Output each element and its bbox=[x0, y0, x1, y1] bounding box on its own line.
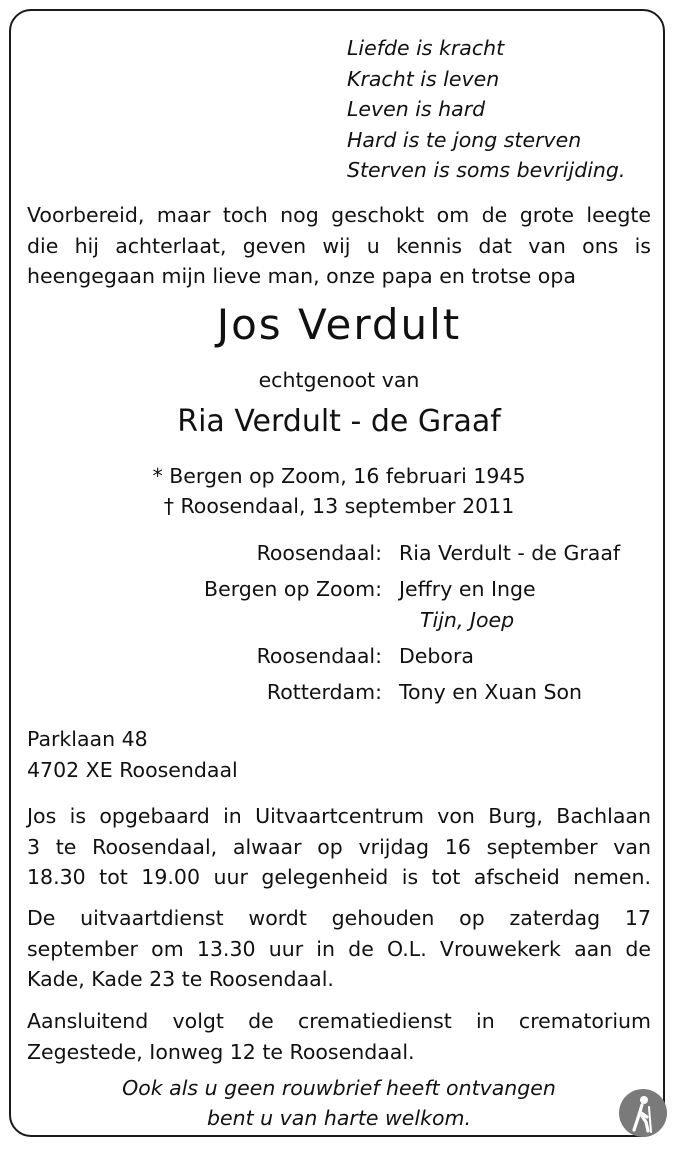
viewing-line: 3 te Roosendaal, alwaar op vrijdag 16 september van bbox=[27, 834, 651, 859]
death-date: † Roosendaal, 13 september 2011 bbox=[163, 494, 515, 518]
intro-line: heengegaan mijn lieve man, onze papa en trotse opa bbox=[27, 264, 576, 289]
grandchildren-names: Tijn, Joep bbox=[420, 608, 515, 632]
family-place: Roosendaal: bbox=[256, 541, 382, 565]
family-row bbox=[0, 644, 678, 674]
cremation-line: Aansluitend volgt de crematiedienst in crematorium bbox=[27, 1009, 651, 1033]
poem-line: Sterven is soms bevrijding. bbox=[347, 158, 626, 183]
viewing-line: Jos is opgebaard in Uitvaartcentrum von Burg, Bachlaan bbox=[27, 804, 651, 828]
home-address bbox=[27, 724, 238, 786]
service-line: Kade, Kade 23 te Roosendaal. bbox=[27, 967, 334, 992]
address-city: 4702 XE Roosendaal bbox=[27, 758, 238, 782]
family-names: Debora bbox=[399, 644, 474, 668]
closing-note bbox=[9, 1073, 669, 1133]
family-row bbox=[0, 541, 678, 571]
family-row bbox=[0, 680, 678, 710]
spouse-name: Ria Verdult - de Graaf bbox=[177, 404, 501, 439]
family-names: Jeffry en Inge bbox=[399, 577, 536, 601]
deceased-name: Jos Verdult bbox=[216, 300, 462, 349]
poem-line: Hard is te jong sterven bbox=[347, 127, 582, 152]
family-place: Rotterdam: bbox=[266, 680, 382, 704]
poem-line: Liefde is kracht bbox=[347, 36, 505, 60]
poem-line: Kracht is leven bbox=[347, 66, 500, 91]
service-line: De uitvaartdienst wordt gehouden op zaterdag 17 bbox=[27, 906, 651, 930]
service-paragraph bbox=[27, 903, 651, 995]
birth-date: * Bergen op Zoom, 16 februari 1945 bbox=[152, 464, 526, 488]
family-row bbox=[0, 608, 678, 638]
address-street: Parklaan 48 bbox=[27, 727, 148, 751]
closing-line: Ook als u geen rouwbrief heeft ontvangen bbox=[122, 1076, 556, 1100]
service-line: september om 13.30 uur in de O.L. Vrouwekerk aan de bbox=[27, 936, 651, 961]
viewing-paragraph bbox=[27, 801, 651, 893]
relation-label: echtgenoot van bbox=[258, 368, 420, 392]
intro-line: Voorbereid, maar toch nog geschokt om de grote leegte bbox=[27, 203, 651, 227]
family-place: Roosendaal: bbox=[256, 644, 382, 668]
family-names: Ria Verdult - de Graaf bbox=[399, 541, 621, 565]
viewing-line: 18.30 tot 19.00 uur gelegenheid is tot afscheid nemen. bbox=[27, 865, 651, 890]
walking-figure-icon bbox=[618, 1088, 668, 1138]
closing-line: bent u van harte welkom. bbox=[206, 1106, 471, 1130]
intro-paragraph bbox=[27, 200, 651, 292]
poem bbox=[347, 33, 625, 186]
family-place: Bergen op Zoom: bbox=[204, 577, 382, 601]
cremation-paragraph bbox=[27, 1006, 651, 1067]
family-names: Tony en Xuan Son bbox=[399, 680, 582, 704]
poem-line: Leven is hard bbox=[347, 97, 486, 122]
cremation-line: Zegestede, Ionweg 12 te Roosendaal. bbox=[27, 1039, 415, 1064]
life-dates bbox=[9, 461, 669, 521]
intro-line: die hij achterlaat, geven wij u kennis dat van ons is bbox=[27, 233, 651, 258]
family-row bbox=[0, 577, 678, 607]
